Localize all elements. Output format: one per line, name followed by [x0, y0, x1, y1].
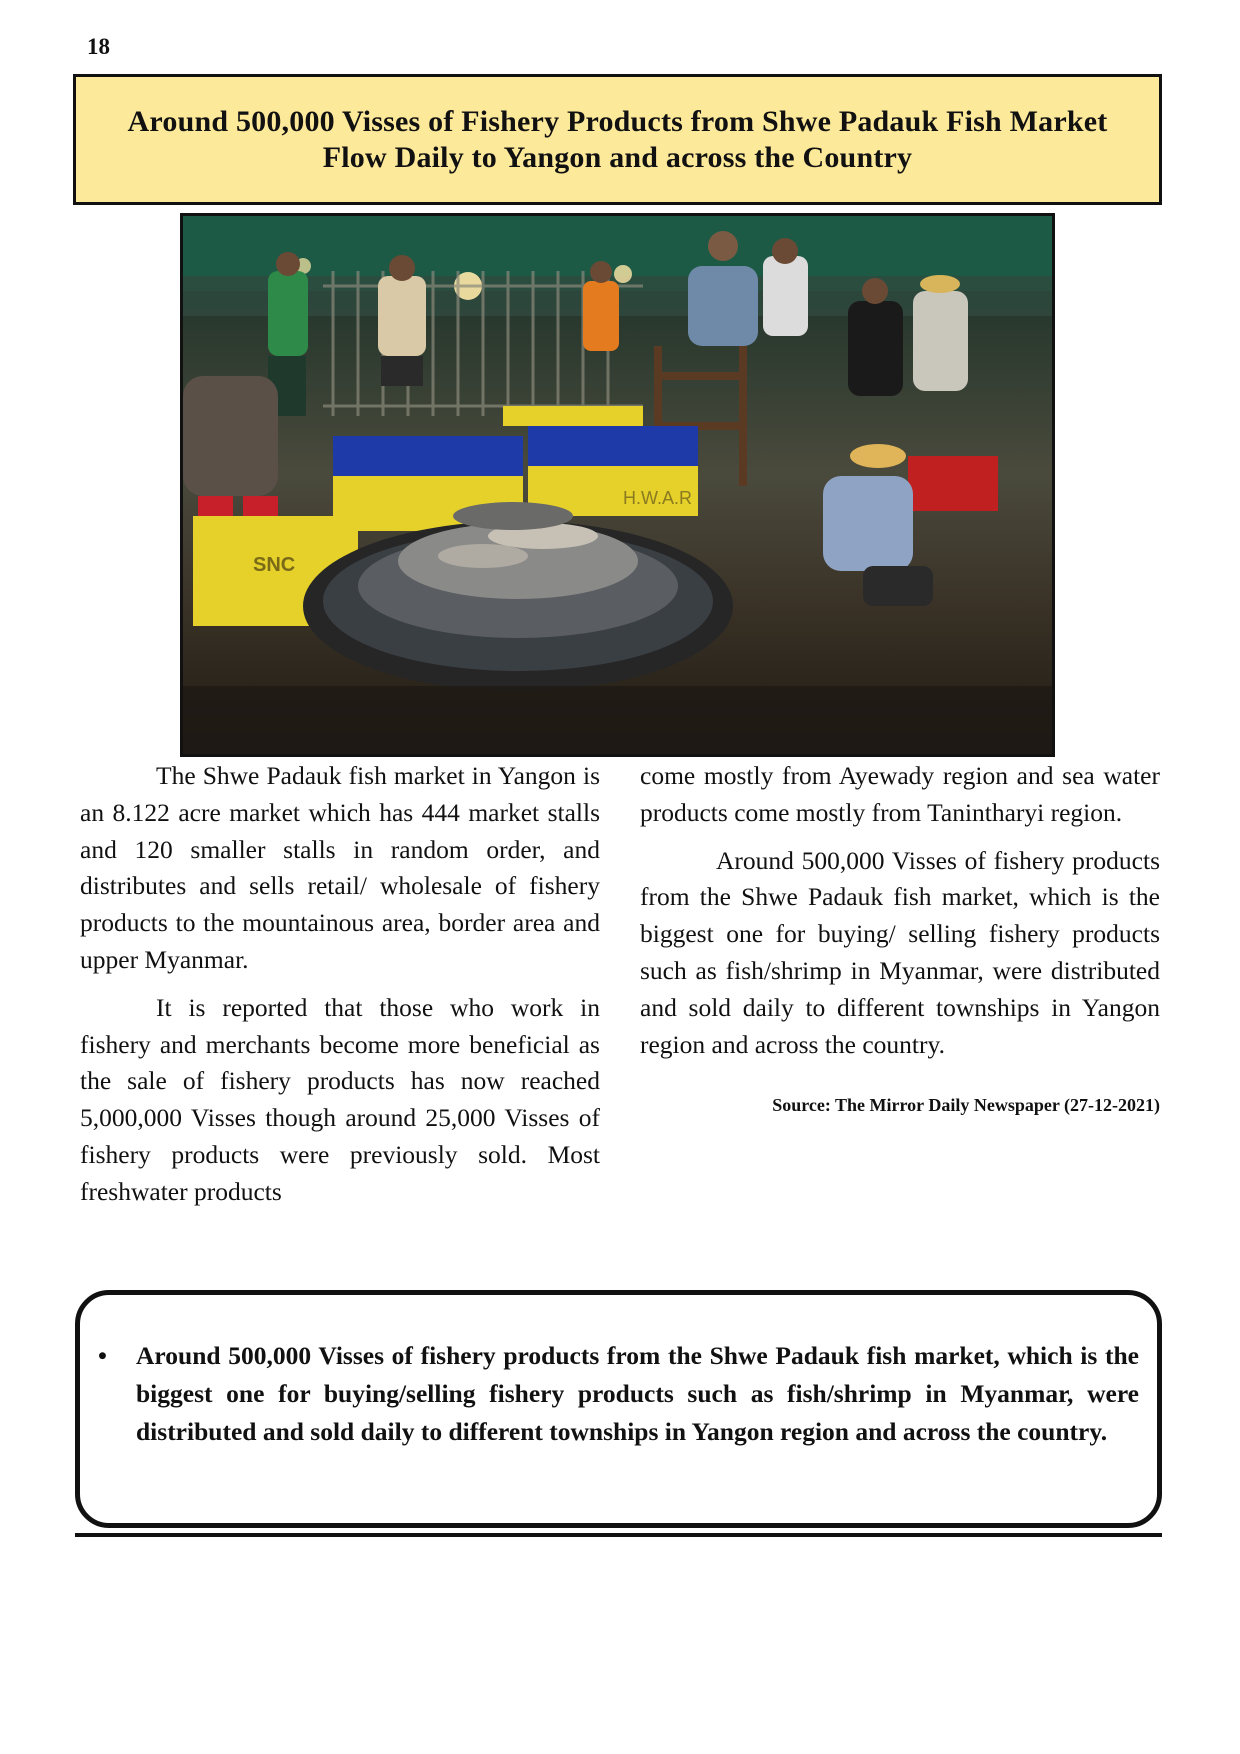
- headline: [128, 104, 1108, 176]
- page-number: 18: [87, 34, 110, 59]
- headline-line-1: Around 500,000 Visses of Fishery Products from Shwe Padauk Fish Market: [127, 104, 1108, 138]
- summary-box: [75, 1290, 1162, 1528]
- article-paragraph: come mostly from Ayewady region and sea water products come mostly from Tanintharyi region.: [640, 761, 1160, 827]
- bullet-icon: •: [98, 1341, 107, 1370]
- article-paragraph: The Shwe Padauk fish market in Yangon is an 8.122 acre market which has 444 market stalls and 120 smaller stalls in random order, and distributes and sells retail/ wholesale of fishery products to the mountainous area, border area and upper Myanmar.: [80, 761, 600, 974]
- crate-label-hwar: H.W.A.R: [623, 488, 693, 508]
- article-column-right: [640, 758, 1160, 1128]
- summary-text: Around 500,000 Visses of fishery products from the Shwe Padauk fish market, which is the biggest one for buying/selling fishery products such as fish/shrimp in Myanmar, were distributed and sold daily to different townships in Yangon region and across the country.: [136, 1341, 1139, 1446]
- article-paragraph: It is reported that those who work in fishery and merchants become more beneficial as the sale of fishery products has now reached 5,000,000 Visses though around 25,000 Visses of fishery products were previously sold. Most freshwater products: [80, 992, 600, 1206]
- bottom-rule: [75, 1533, 1162, 1537]
- fish-market-photo: [180, 213, 1055, 757]
- article-column-left: [80, 758, 600, 1222]
- fish-market-illustration: [183, 216, 1052, 754]
- source-credit: Source: The Mirror Daily Newspaper (27-12-2021): [772, 1095, 1160, 1116]
- crate-label-snc: SNC: [253, 554, 296, 576]
- headline-line-2: Flow Daily to Yangon and across the Country: [322, 140, 913, 174]
- article-paragraph: Around 500,000 Visses of fishery products from the Shwe Padauk fish market, which is the biggest one for buying/ selling fishery products such as fish/shrimp in Myanmar, were distributed and sold daily to different townships in Yangon region and across the country.: [640, 845, 1160, 1059]
- headline-box: [73, 74, 1162, 205]
- summary-list: [98, 1337, 1139, 1451]
- summary-item: [98, 1337, 1139, 1451]
